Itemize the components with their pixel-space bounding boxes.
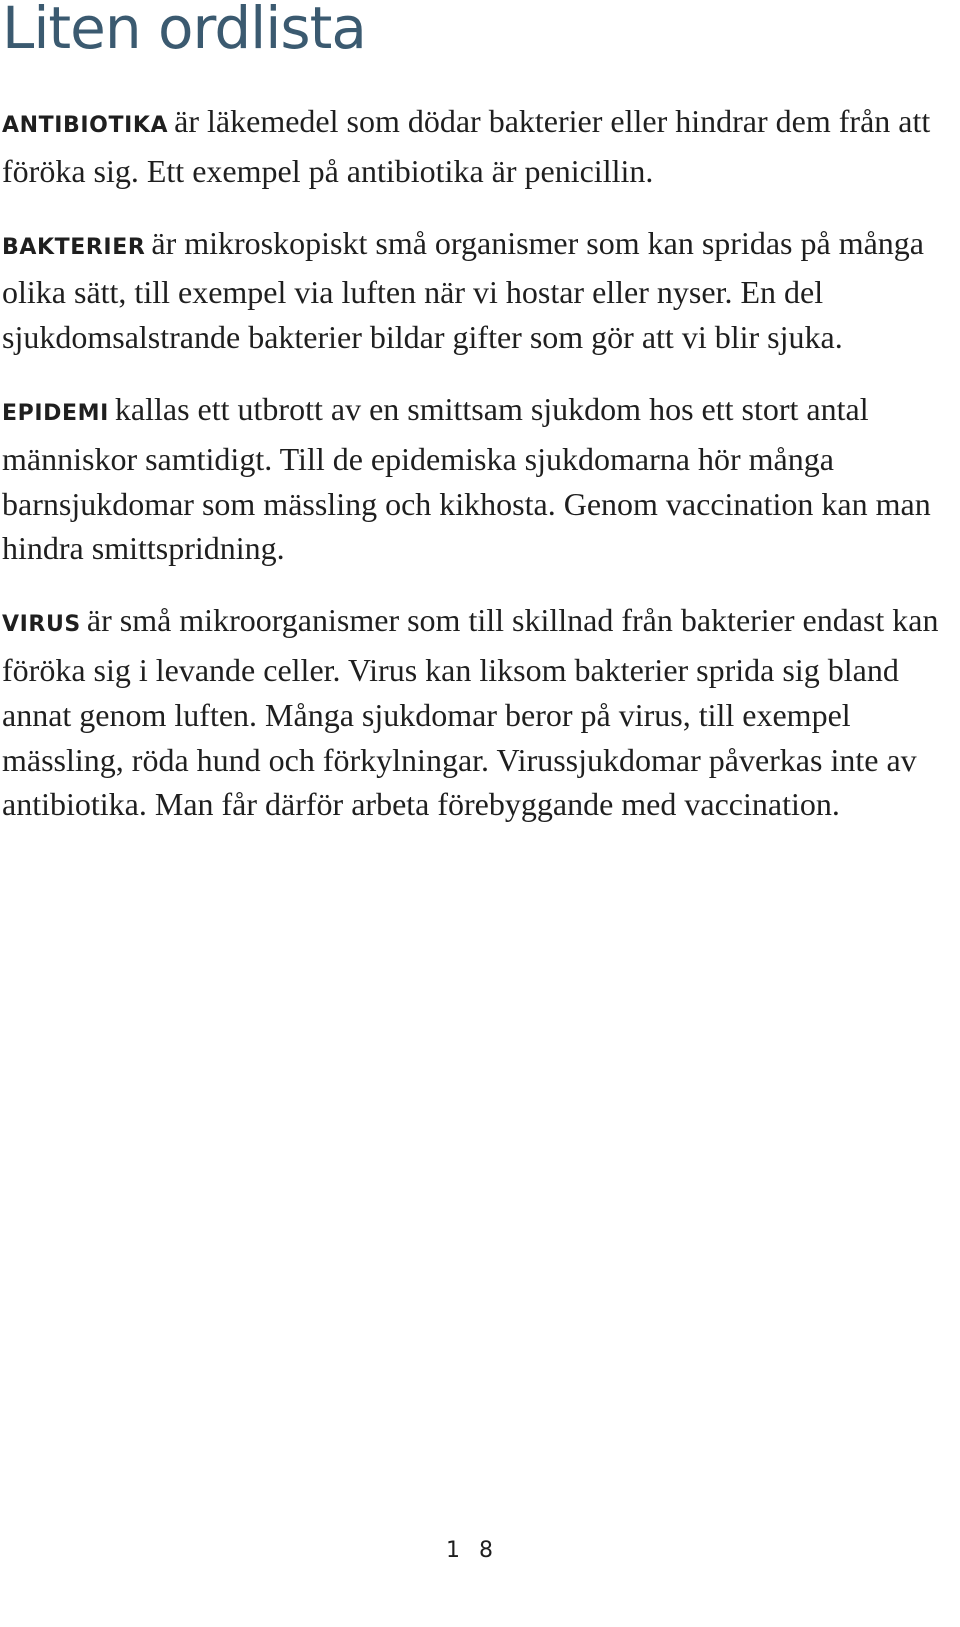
glossary-term: EPIDEMI bbox=[2, 400, 109, 426]
glossary-entry-bakterier bbox=[2, 221, 952, 360]
glossary-term: BAKTERIER bbox=[2, 234, 146, 260]
glossary-entry-epidemi bbox=[2, 387, 952, 571]
glossary-term: VIRUS bbox=[2, 612, 81, 638]
page-title: Liten ordlista bbox=[2, 0, 366, 62]
glossary-definition: är läkemedel som dödar bakterier eller hindrar dem från att föröka sig. Ett exempel på antibiotika är penicillin. bbox=[2, 103, 931, 189]
glossary-definition: är mikroskopiskt små organismer som kan spridas på många olika sätt, till exempel via luften när vi hostar eller nyser. En del sjukdomsalstrande bakterier bildar gifter som gör att vi blir sjuka. bbox=[2, 224, 924, 356]
glossary-definition: kallas ett utbrott av en smittsam sjukdom hos ett stort antal människor samtidigt. Till de epidemiska sjukdomarna hör många barnsjukdomar som mässling och kikhosta. Genom vaccination kan man hindra smittspridning. bbox=[2, 390, 931, 567]
glossary-term: ANTIBIOTIKA bbox=[2, 113, 169, 138]
page-number: 1 8 bbox=[446, 1538, 499, 1563]
glossary-definition: är små mikroorganismer som till skillnad från bakterier endast kan föröka sig i levande celler. Virus kan liksom bakterier sprida sig bland annat genom luften. Många sjukdomar beror på virus, till exempel mässling, röda hund och förkylningar. Virussjukdomar påverkas inte av antibiotika. Man får därför arbeta förebyggande med vaccination. bbox=[2, 602, 939, 823]
glossary-list bbox=[2, 99, 952, 854]
glossary-entry-virus bbox=[2, 598, 952, 827]
glossary-entry-antibiotika bbox=[2, 99, 952, 194]
